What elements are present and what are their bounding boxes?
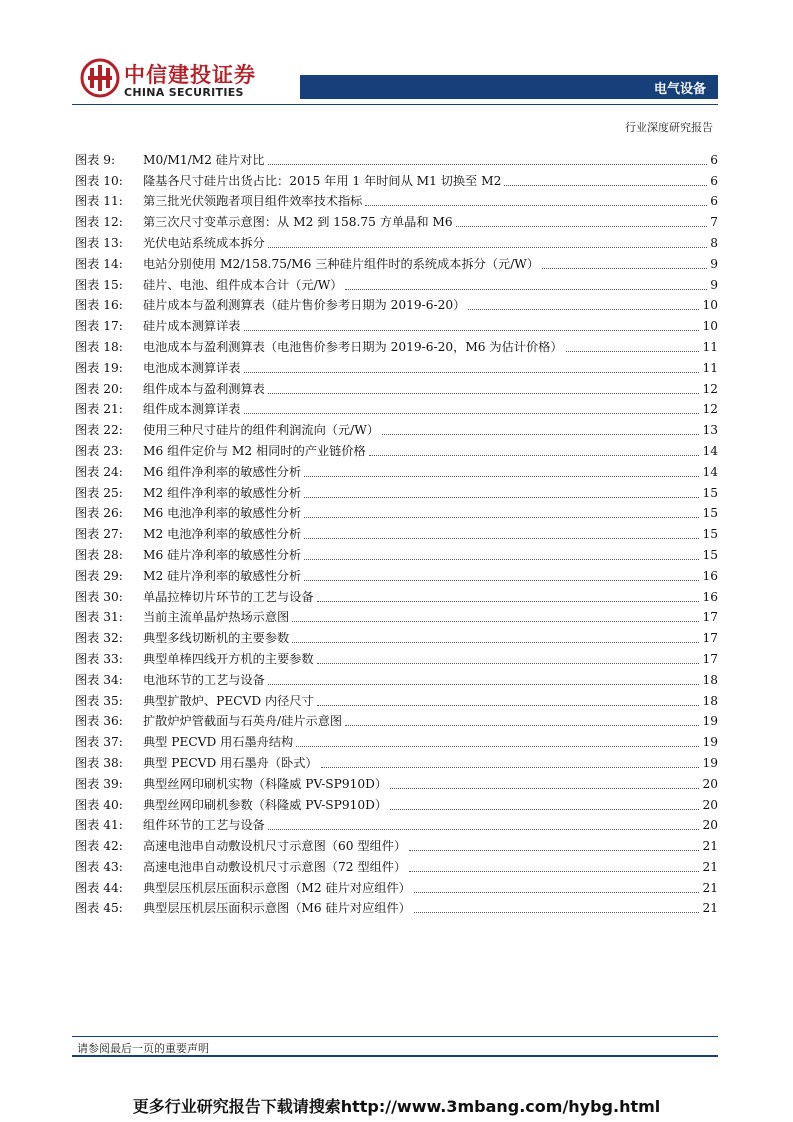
toc-dot-leader [244, 372, 700, 373]
toc-entry-label: 图表 40: [75, 797, 123, 812]
toc-entry-label: 图表 32: [75, 631, 123, 646]
toc-entry[interactable] [75, 147, 718, 168]
toc-dot-leader [304, 559, 699, 560]
toc-entry-page: 14 [702, 464, 718, 479]
toc-entry-page: 15 [702, 506, 718, 521]
toc-dot-leader [409, 871, 699, 872]
toc-dot-leader [542, 268, 707, 269]
toc-entry-page: 18 [702, 693, 718, 708]
toc-dot-leader [382, 434, 699, 435]
toc-entry-page: 17 [702, 610, 718, 625]
toc-entry-title: 高速电池串自动敷设机尺寸示意图（60 型组件） [143, 839, 407, 854]
toc-entry-title: 硅片、电池、组件成本合计（元/W） [143, 277, 343, 292]
toc-entry-label: 图表 15: [75, 277, 123, 292]
toc-entry-title: 典型层压机层压面积示意图（M6 硅片对应组件） [143, 901, 411, 916]
toc-dot-leader [468, 309, 699, 310]
toc-entry-title: M2 组件净利率的敏感性分析 [143, 485, 302, 500]
toc-entry-title: 硅片成本测算详表 [143, 319, 241, 334]
report-type: 行业深度研究报告 [625, 121, 713, 134]
toc-entry-label: 图表 24: [75, 464, 123, 479]
toc-entry-title: 电站分别使用 M2/158.75/M6 三种硅片组件时的系统成本拆分（元/W） [143, 256, 540, 271]
toc-entry-page: 8 [710, 235, 718, 250]
toc-entry-page: 15 [702, 485, 718, 500]
toc-entry-title: 组件环节的工艺与设备 [143, 818, 265, 833]
toc-entry[interactable] [75, 313, 718, 334]
toc-entry-label: 图表 25: [75, 485, 123, 500]
toc-dot-leader [244, 413, 700, 414]
toc-entry-title: 典型单棒四线开方机的主要参数 [143, 651, 314, 666]
toc-entry[interactable] [75, 521, 718, 542]
toc-entry-page: 12 [702, 402, 718, 417]
toc-entry-page: 11 [702, 339, 718, 354]
toc-entry-page: 21 [702, 859, 718, 874]
toc-entry-title: 典型 PECVD 用石墨舟（卧式） [143, 755, 318, 770]
toc-entry[interactable] [75, 729, 718, 750]
toc-entry[interactable] [75, 875, 718, 896]
toc-entry[interactable] [75, 584, 718, 605]
toc-entry-label: 图表 9: [75, 152, 116, 167]
toc-entry-title: 典型丝网印刷机实物（科隆威 PV-SP910D） [143, 776, 388, 791]
toc-entry-page: 20 [702, 776, 718, 791]
toc-entry-label: 图表 27: [75, 527, 123, 542]
toc-entry[interactable] [75, 646, 718, 667]
toc-entry[interactable] [75, 355, 718, 376]
toc-entry-title: 电池环节的工艺与设备 [143, 672, 265, 687]
toc-entry-page: 18 [702, 672, 718, 687]
toc-entry-page: 20 [702, 797, 718, 812]
toc-entry-title: 第三次尺寸变革示意图：从 M2 到 158.75 方单晶和 M6 [143, 215, 453, 230]
toc-entry-page: 16 [702, 568, 718, 583]
toc-entry-title: 光伏电站系统成本拆分 [143, 235, 265, 250]
toc-entry-title: 硅片成本与盈利测算表（硅片售价参考日期为 2019-6-20） [143, 298, 466, 313]
toc-dot-leader [390, 788, 699, 789]
toc-entry-label: 图表 14: [75, 256, 123, 271]
toc-dot-leader [321, 767, 700, 768]
toc-entry-title: 当前主流单晶炉热场示意图 [143, 610, 290, 625]
toc-dot-leader [409, 850, 699, 851]
toc-entry-title: 使用三种尺寸硅片的组件利润流向（元/W） [143, 423, 380, 438]
toc-entry-label: 图表 18: [75, 339, 123, 354]
toc-dot-leader [390, 809, 699, 810]
toc-entry-title: M2 硅片净利率的敏感性分析 [143, 568, 302, 583]
table-of-figures [75, 147, 718, 916]
toc-entry[interactable] [75, 272, 718, 293]
toc-entry-label: 图表 43: [75, 859, 123, 874]
toc-entry-label: 图表 34: [75, 672, 123, 687]
toc-dot-leader [244, 330, 700, 331]
toc-entry[interactable] [75, 709, 718, 730]
toc-entry-title: 典型多线切断机的主要参数 [143, 631, 290, 646]
toc-entry[interactable] [75, 854, 718, 875]
toc-entry[interactable] [75, 625, 718, 646]
toc-dot-leader [504, 185, 707, 186]
toc-entry-label: 图表 31: [75, 610, 123, 625]
toc-entry[interactable] [75, 501, 718, 522]
company-name-cn: 中信建投证券 [124, 63, 256, 87]
toc-entry[interactable] [75, 376, 718, 397]
toc-entry-page: 12 [702, 381, 718, 396]
toc-entry-title: M6 电池净利率的敏感性分析 [143, 506, 302, 521]
toc-entry-page: 13 [702, 423, 718, 438]
toc-entry[interactable] [75, 334, 718, 355]
toc-entry[interactable] [75, 833, 718, 854]
toc-entry-label: 图表 13: [75, 235, 123, 250]
toc-entry-title: 典型层压机层压面积示意图（M2 硅片对应组件） [143, 880, 411, 895]
toc-entry-label: 图表 19: [75, 360, 123, 375]
footer-divider-top [72, 1036, 718, 1037]
toc-entry-page: 9 [710, 277, 718, 292]
toc-entry-title: M0/M1/M2 硅片对比 [143, 152, 265, 167]
download-banner[interactable]: 更多行业研究报告下载请搜索http://www.3mbang.com/hybg.html [132, 1097, 661, 1116]
toc-entry-page: 11 [702, 360, 718, 375]
toc-entry-title: M6 硅片净利率的敏感性分析 [143, 547, 302, 562]
toc-entry-page: 15 [702, 547, 718, 562]
toc-entry[interactable] [75, 792, 718, 813]
toc-dot-leader [304, 517, 699, 518]
toc-entry-label: 图表 26: [75, 506, 123, 521]
toc-entry-label: 图表 16: [75, 298, 123, 313]
toc-entry[interactable] [75, 438, 718, 459]
toc-entry[interactable] [75, 209, 718, 230]
company-name-en: CHINA SECURITIES [124, 86, 244, 99]
toc-entry-label: 图表 23: [75, 443, 123, 458]
toc-entry-page: 6 [710, 173, 718, 188]
toc-entry-page: 20 [702, 818, 718, 833]
toc-entry-title: M6 组件定价与 M2 相同时的产业链价格 [143, 443, 366, 458]
toc-entry[interactable] [75, 230, 718, 251]
toc-dot-leader [365, 205, 707, 206]
toc-dot-leader [414, 912, 700, 913]
toc-entry-page: 7 [710, 215, 718, 230]
toc-entry-label: 图表 38: [75, 755, 123, 770]
toc-dot-leader [369, 455, 700, 456]
toc-dot-leader [268, 684, 700, 685]
toc-entry[interactable] [75, 750, 718, 771]
toc-entry-label: 图表 36: [75, 714, 123, 729]
toc-entry-page: 19 [702, 714, 718, 729]
toc-entry-label: 图表 11: [75, 194, 123, 209]
toc-entry[interactable] [75, 189, 718, 210]
toc-dot-leader [345, 289, 707, 290]
toc-entry[interactable] [75, 667, 718, 688]
toc-entry-title: 电池成本测算详表 [143, 360, 241, 375]
toc-entry[interactable] [75, 459, 718, 480]
toc-entry-page: 10 [702, 319, 718, 334]
toc-entry-page: 6 [710, 152, 718, 167]
toc-entry-page: 14 [702, 443, 718, 458]
china-securities-emblem-icon [80, 58, 120, 98]
toc-entry-label: 图表 30: [75, 589, 123, 604]
toc-entry-label: 图表 21: [75, 402, 123, 417]
toc-dot-leader [292, 621, 699, 622]
toc-dot-leader [345, 725, 699, 726]
toc-entry-label: 图表 42: [75, 839, 123, 854]
header-divider [72, 104, 718, 105]
toc-dot-leader [268, 829, 700, 830]
toc-entry-label: 图表 20: [75, 381, 123, 396]
toc-entry[interactable] [75, 397, 718, 418]
toc-entry-label: 图表 22: [75, 423, 123, 438]
toc-entry-label: 图表 10: [75, 173, 123, 188]
sector-label: 电气设备 [653, 82, 706, 97]
toc-entry-label: 图表 12: [75, 215, 123, 230]
toc-entry-title: 扩散炉炉管截面与石英舟/硅片示意图 [143, 714, 343, 729]
toc-dot-leader [296, 746, 699, 747]
footer-disclaimer: 请参阅最后一页的重要声明 [77, 1042, 209, 1055]
toc-entry[interactable] [75, 896, 718, 917]
toc-entry[interactable] [75, 771, 718, 792]
toc-entry-label: 图表 17: [75, 319, 123, 334]
toc-dot-leader [317, 663, 700, 664]
toc-entry-page: 19 [702, 735, 718, 750]
toc-entry-title: 典型扩散炉、PECVD 内径尺寸 [143, 693, 314, 708]
toc-entry-page: 15 [702, 527, 718, 542]
toc-dot-leader [268, 393, 700, 394]
toc-entry-page: 19 [702, 755, 718, 770]
toc-dot-leader [304, 580, 699, 581]
toc-entry[interactable] [75, 605, 718, 626]
toc-entry-label: 图表 37: [75, 735, 123, 750]
toc-entry[interactable] [75, 688, 718, 709]
toc-entry-page: 21 [702, 880, 718, 895]
toc-entry-label: 图表 41: [75, 818, 123, 833]
toc-entry-title: M6 组件净利率的敏感性分析 [143, 464, 302, 479]
toc-entry-label: 图表 29: [75, 568, 123, 583]
toc-entry-title: 高速电池串自动敷设机尺寸示意图（72 型组件） [143, 859, 407, 874]
toc-entry-title: 组件成本与盈利测算表 [143, 381, 265, 396]
toc-dot-leader [317, 601, 700, 602]
sector-banner [300, 75, 718, 99]
toc-dot-leader [414, 892, 700, 893]
toc-entry-label: 图表 33: [75, 651, 123, 666]
toc-entry[interactable] [75, 251, 718, 272]
toc-dot-leader [304, 538, 699, 539]
toc-entry[interactable] [75, 563, 718, 584]
toc-entry-page: 16 [702, 589, 718, 604]
toc-entry-label: 图表 44: [75, 880, 123, 895]
toc-dot-leader [317, 705, 700, 706]
toc-entry[interactable] [75, 480, 718, 501]
toc-entry-label: 图表 28: [75, 547, 123, 562]
toc-entry-label: 图表 45: [75, 901, 123, 916]
toc-dot-leader [304, 497, 699, 498]
toc-entry-page: 17 [702, 631, 718, 646]
toc-dot-leader [268, 247, 707, 248]
company-logo [80, 58, 256, 102]
toc-entry-title: 单晶拉棒切片环节的工艺与设备 [143, 589, 314, 604]
toc-entry-title: 第三批光伏领跑者项目组件效率技术指标 [143, 194, 363, 209]
toc-entry-page: 9 [710, 256, 718, 271]
toc-dot-leader [456, 226, 708, 227]
toc-dot-leader [304, 476, 699, 477]
toc-entry-label: 图表 35: [75, 693, 123, 708]
toc-entry-label: 图表 39: [75, 776, 123, 791]
toc-entry[interactable] [75, 417, 718, 438]
toc-entry-title: 典型 PECVD 用石墨舟结构 [143, 735, 294, 750]
footer-divider-bottom [72, 1055, 718, 1057]
toc-entry[interactable] [75, 813, 718, 834]
toc-entry-title: 典型丝网印刷机参数（科隆威 PV-SP910D） [143, 797, 388, 812]
toc-entry-page: 10 [702, 298, 718, 313]
toc-entry[interactable] [75, 168, 718, 189]
toc-entry-title: 隆基各尺寸硅片出货占比：2015 年用 1 年时间从 M1 切换至 M2 [143, 173, 502, 188]
toc-entry-title: M2 电池净利率的敏感性分析 [143, 527, 302, 542]
toc-dot-leader [566, 351, 700, 352]
toc-entry-page: 6 [710, 194, 718, 209]
toc-dot-leader [268, 164, 708, 165]
toc-entry-title: 组件成本测算详表 [143, 402, 241, 417]
toc-entry[interactable] [75, 542, 718, 563]
toc-dot-leader [292, 642, 699, 643]
toc-entry-page: 21 [702, 901, 718, 916]
toc-entry-title: 电池成本与盈利测算表（电池售价参考日期为 2019-6-20，M6 为估计价格） [143, 339, 563, 354]
toc-entry[interactable] [75, 293, 718, 314]
toc-entry-page: 21 [702, 839, 718, 854]
toc-entry-page: 17 [702, 651, 718, 666]
